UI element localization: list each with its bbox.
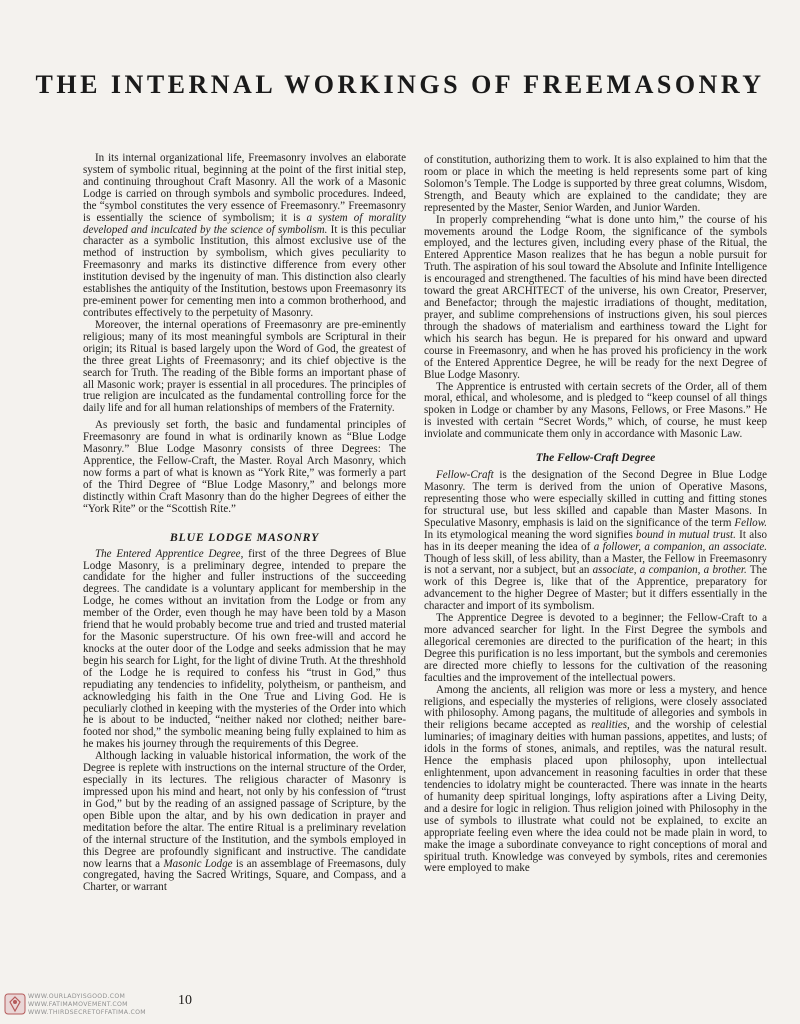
footer-url-link[interactable]: WWW.OURLADYISGOOD.COM xyxy=(28,993,126,1000)
paragraph: Moreover, the internal operations of Freemasonry are pre-eminently religious; many of its most meaningful symbols are Scriptural in their origin; its Ritual is based largely upon the Word of God, the greatest of the three great Lights of Freemasonry; and its chief objective is the search for Truth. The reading of the Bible forms an important phase of all Masonic work; prayer is essential in all procedures. The principles of true religion are inculcated as the fundamental controlling force for the daily life and for all human relationships of members of the Fraternity. xyxy=(83,318,406,415)
page-title: THE INTERNAL WORKINGS OF FREEMASONRY xyxy=(35,70,765,99)
paragraph: The Apprentice is entrusted with certain secrets of the Order, all of them moral, ethical, and wholesome, and is pledged to “keep counsel of all things spoken in Lodge or chamber by any Masons, Fellows, or Free Masons.” He is invested with certain “Secret Words,” which, of course, he must keep inviolate and communicate them only in accordance with Masonic Law. xyxy=(424,380,767,441)
paragraph: In its internal organizational life, Freemasonry involves an elaborate system of symbolic ritual, beginning at the point of the first initial step, and continuing throughout Craft Masonry. All the work of a Masonic Lodge is carried on through symbols and symbolic procedures. Indeed, the “symbol constitutes the very essence of Freemasonry.” Freemasonry is essentially the science of symbolism; it is a system of morality developed and inculcated by the science of symbolism. It is this peculiar character as a symbolic Institution, this almost exclusive use of the method of instruction by symbolism, which gives peculiarity to Freemasonry and marks its distinctive difference from every other institution devised by the ingenuity of man. This distinction also clearly establishes the antiquity of the Institution, bestows upon Freemasonry its pre-eminent power for cementing men into a common brotherhood, and contributes effectively to the perpetuity of Masonry. xyxy=(83,152,406,319)
paragraph: The Apprentice Degree is devoted to a beginner; the Fellow-Craft to a more advanced searcher for light. In the First Degree the symbols and allegorical ceremonies are directed to the purification of the heart; in this Degree this purification is no less important, but the symbols and ceremonies are directed more chiefly to lessons for the cultivation of the reasoning faculties and the improvement of the intellectual powers. xyxy=(424,612,767,684)
page-number: 10 xyxy=(178,993,192,1008)
paragraph: As previously set forth, the basic and fundamental principles of Freemasonry are found in what is ordinarily known as “Blue Lodge Masonry.” Blue Lodge Masonry consists of three Degrees: The Apprentice, the Fellow-Craft, the Master. Royal Arch Masonry, which now forms a part of what is known as “York Rite,” was formerly a part of the Third Degree of “Blue Lodge Masonry,” and belongs more distinctly within Craft Masonry than do the higher Degrees of either the “York Rite” or the “Scottish Rite.” xyxy=(83,419,406,515)
paragraph: Fellow-Craft is the designation of the Second Degree in Blue Lodge Masonry. The term is derived from the union of Operative Masons, representing those who were especially skilled in cutting and fitting stones for structural use, but less skilled and capable than Master Masons. In Speculative Masonry, emphasis is laid on the significance of the term Fellow. In its etymological meaning the word signifies bound in mutual trust. It also has in its deeper meaning the idea of a follower, a companion, an associate. Though of less skill, of less ability, than a Master, the Fellow in Freemasonry is not a servant, nor a subject, but an associate, a companion, a brother. The work of this Degree is, like that of the Apprentice, preparatory for advancement to the higher Degree of Master; but it differs essentially in the character and import of its symbolism. xyxy=(424,469,767,613)
section-heading-fellow-craft: The Fellow-Craft Degree xyxy=(535,452,656,465)
paragraph: of constitution, authorizing them to work. It is also explained to him that the room or place in which the meeting is held represents some part of king Solomon’s Temple. The Lodge is supported by three great columns, Wisdom, Strength, and Beauty which are explained to the candidate; they are represented by the Master, Senior Warden, and Junior Warden. xyxy=(424,154,767,214)
paragraph: Among the ancients, all religion was more or less a mystery, and hence religions, and especially the mysteries of religions, were closely associated with philosophy. Among pagans, the multitude of allegories and symbols in their religions became accepted as realities, and the worship of celestial luminaries; of imaginary deities with human passions, appetites, and lusts; of idols in the forms of stones, animals, and reptiles, was the natural result. Hence the emphasis placed upon philosophy, upon intellectual enlightenment, upon advancement in reasoning faculties in order that these tendencies to idolatry might be counteracted. There was innate in the hearts of humanity deep spiritual longings, lofty aspirations after a Living Deity, and a desire for logic in religion. Thus religion joined with Philosophy in the use of symbols to illustrate what could not be explained, to excite an appropriate feeling even where the idea could not be made plain in word, to make the image a subordinate conveyance to right conceptions of moral and spiritual truth. Knowledge was conveyed by symbols, rites and ceremonies were employed to make xyxy=(424,683,767,875)
footer-url-link[interactable]: WWW.FATIMAMOVEMENT.COM xyxy=(28,1001,128,1008)
paragraph: In properly comprehending “what is done unto him,” the course of his movements around the Lodge Room, the significance of the symbols employed, and the lectures given, including every phase of the Ritual, the Entered Apprentice Mason realizes that he has begun a noble pursuit for Truth. The aspiration of his soul toward the Absolute and Infinite Intelligence is encouraged and strengthened. The faculties of his mind have been directed toward the great ARCHITECT of the universe, his own Creator, Preserver, and Benefactor; through the majestic irradiations of thought, meditation, prayer, and sublime comprehensions of instructions given, his soul pierces through the shadows of materialism and earthiness toward the Light for which his search has begun. He is prepared for his onward and upward course in Freemasonry, and when he has proved his proficiency in the work of the Entered Apprentice Degree, he will be ready for the next Degree of Blue Lodge Masonry. xyxy=(424,213,767,381)
paragraph: Although lacking in valuable historical information, the work of the Degree is replete with instructions on the internal structure of the Order, especially in its lectures. The religious character of Masonry is impressed upon his mind and heart, not only by his confession of “trust in God,” but by the reading of an assigned passage of Scripture, by the open Bible upon the altar, and by his own dedication in prayer and meditation before the altar. The entire Ritual is a preliminary revelation of the internal structure of the Institution, and the symbols employed in this Degree are profoundly significant and instructive. The candidate now learns that a Masonic Lodge is an assemblage of Freemasons, duly congregated, having the Sacred Writings, Square, and Compass, and a Charter, or warrant xyxy=(83,750,406,894)
footer-watermark-urls xyxy=(28,993,146,1017)
watermark-logo-icon xyxy=(4,993,26,1015)
paragraph: The Entered Apprentice Degree, first of the three Degrees of Blue Lodge Masonry, is a preliminary degree, intended to prepare the candidate for the higher and fuller instructions of the succeeding degrees. The candidate is a voluntary applicant for membership in the Lodge, he comes without an invitation from the Lodge or from any member of the Order, even though he may have been told by a Mason friend that he would probably become true and tried and trusted material for the Masonic superstructure. Of his own free-will and accord he knocks at the outer door of the Lodge and seeks admission that he may begin his search for Light, for the light of divine Truth. At the threshhold of the Lodge he is required to confess his “trust in God,” thus repudiating any tendencies to infidelity, polytheism, or pantheism, and acknowledging his faith in the One True and Living God. He is peculiarly clothed in keeping with the mysteries of the Order into which he is about to be inducted, “neither naked nor clothed; neither bare-footed nor shod,” the symbolic meaning being fully explained to him as he makes his journey through the requirements of this Degree. xyxy=(83,547,406,751)
left-column xyxy=(83,153,406,894)
right-column xyxy=(424,155,767,875)
footer-url-link[interactable]: WWW.THIRDSECRETOFFATIMA.COM xyxy=(28,1009,146,1016)
section-heading-blue-lodge: BLUE LODGE MASONRY xyxy=(169,529,320,544)
